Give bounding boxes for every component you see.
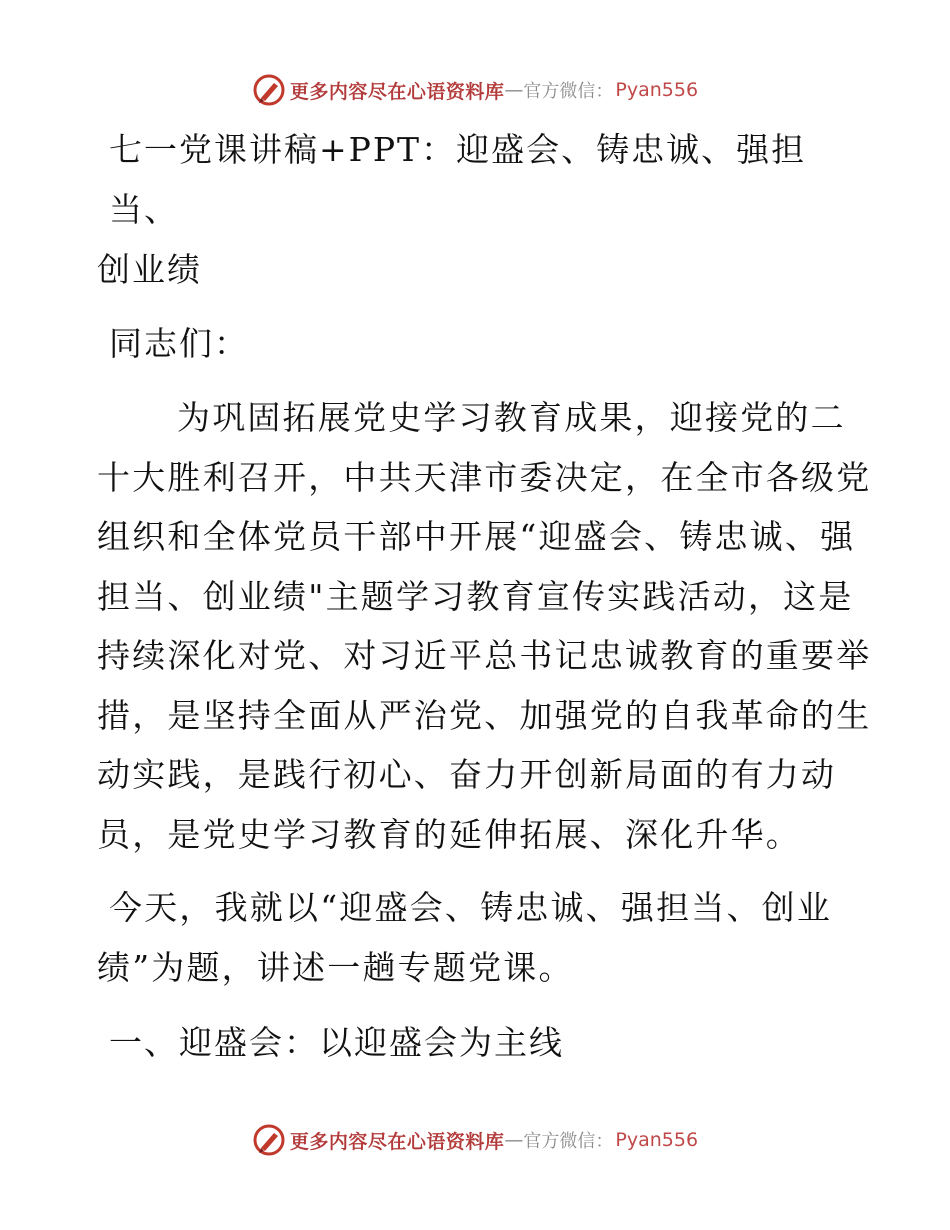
banner-dash: —: [504, 79, 524, 101]
paragraph-1-line: 担当、创业绩"主题学习教育宣传实践活动，这是: [97, 576, 854, 616]
header-watermark-banner: [0, 70, 950, 110]
banner-wechat-id: Pyan556: [615, 1129, 699, 1151]
banner-dash: —: [504, 1129, 524, 1151]
paragraph-2-line: 绩”为题，讲述一趟专题党课。: [97, 947, 574, 987]
paragraph-2-line: 今天，我就以“迎盛会、铸忠诚、强担当、创业: [109, 888, 833, 927]
banner-wechat-id: Pyan556: [615, 79, 699, 101]
paragraph-1-line: 持续深化对党、对习近平总书记忠诚教育的重要举: [97, 636, 872, 675]
paragraph-1-line: 措，是坚持全面从严治党、加强党的自我革命的生: [97, 695, 872, 735]
paragraph-1-line: 为巩固拓展党史学习教育成果，迎接党的二: [177, 398, 846, 437]
banner-main-text: 更多内容尽在心语资料库: [289, 1130, 505, 1153]
paragraph-1-line: 动实践，是践行初心、奋力开创新局面的有力动: [97, 755, 837, 794]
pen-logo-icon: [252, 73, 286, 107]
title-line-1: 七一党课讲稿+PPT：迎盛会、铸忠诚、强担当、: [109, 130, 807, 229]
title-line-2: 创业绩: [97, 250, 202, 289]
banner-wechat-label: 官方微信：: [523, 1131, 614, 1152]
footer-watermark-banner: [0, 1120, 950, 1160]
section-1-heading: 一、迎盛会：以迎盛会为主线: [109, 1023, 564, 1062]
pen-logo-icon: [252, 1123, 286, 1157]
banner-main-text: 更多内容尽在心语资料库: [289, 80, 505, 103]
banner-wechat-label: 官方微信：: [523, 81, 614, 102]
document-title: [97, 120, 857, 300]
paragraph-1-line: 组织和全体党员干部中开展“迎盛会、铸忠诚、强: [97, 517, 856, 556]
greeting: 同志们：: [109, 324, 249, 363]
paragraph-1-line: 十大胜利召开，中共天津市委决定，在全市各级党: [97, 457, 872, 497]
paragraph-2: [97, 878, 857, 997]
document-body: [97, 120, 872, 1073]
paragraph-1: [97, 388, 872, 864]
paragraph-1-line: 员，是党史学习教育的延伸拓展、深化升华。: [97, 814, 801, 854]
